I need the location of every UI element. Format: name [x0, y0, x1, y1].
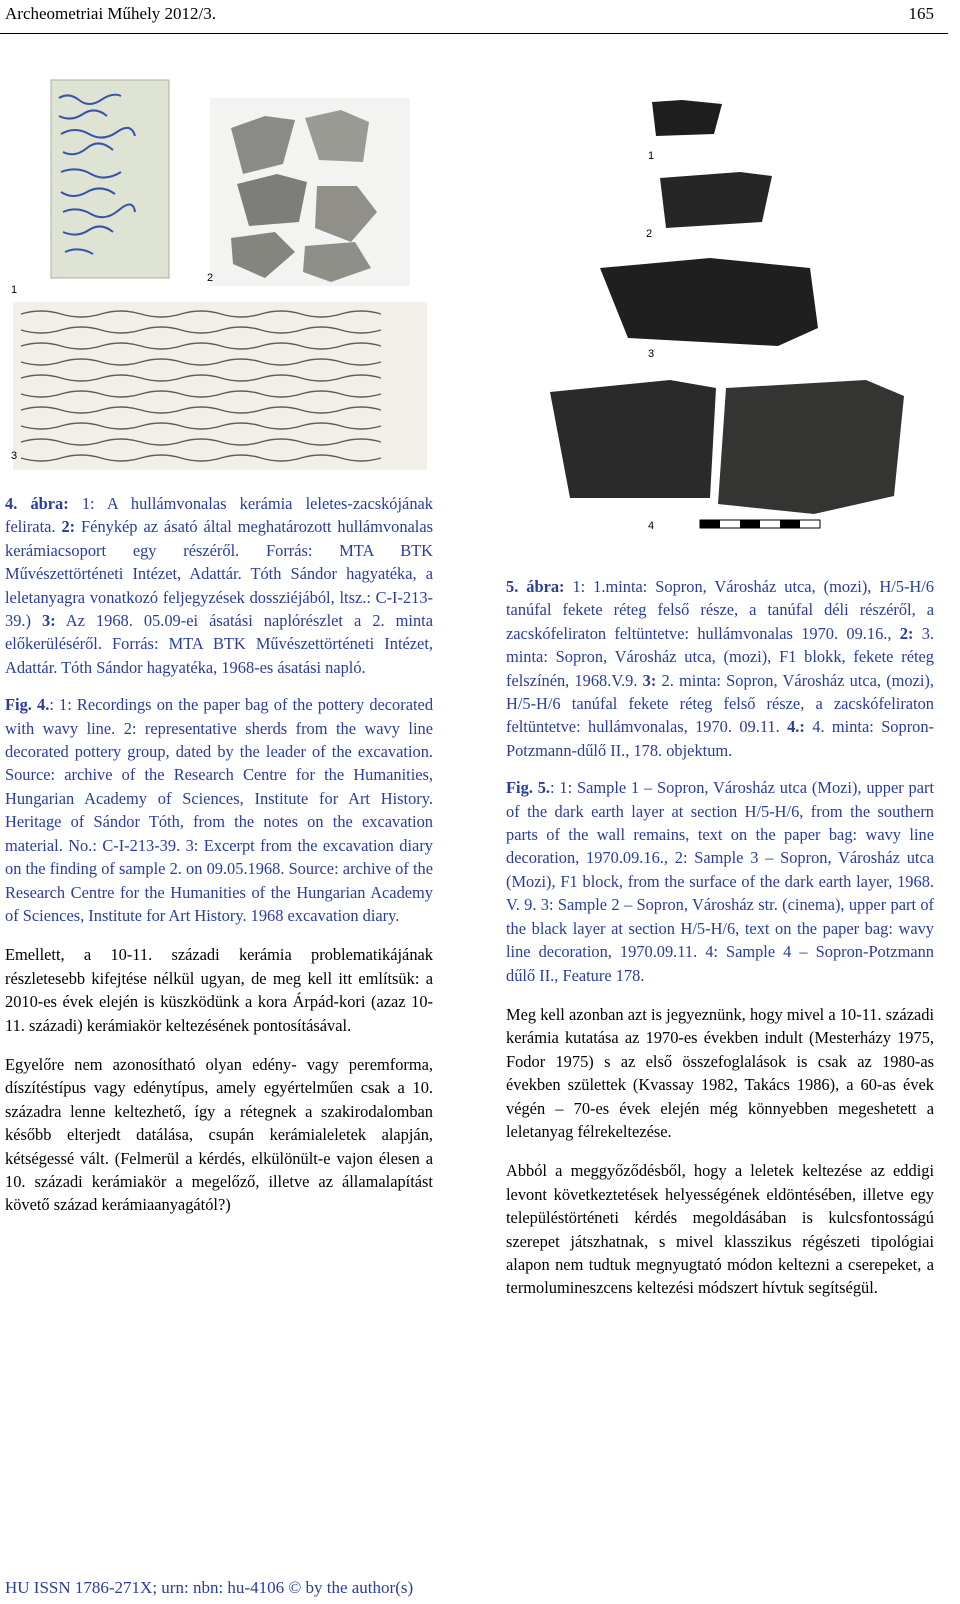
left-column: [5, 492, 433, 1217]
sherd-2: [660, 172, 772, 228]
running-header: [5, 4, 934, 30]
sherd-4a: [550, 380, 716, 498]
caption-5-hu-body4: 4. minta: Sopron-Potzmann-dűlő II., 178. objektum.: [506, 717, 935, 760]
fig5-label-4: 4: [648, 520, 655, 532]
caption-5-hu-lead: 5. ábra:: [506, 577, 565, 596]
caption-4-hu-body2: Fénykép az ásató által meghatározott hullámvonalas kerámiacsoport egy részéről. Forrás: MTA BTK Művészettörténeti Intézet, Adattár. Tóth Sándor hagyatéka, a leletanyagra vonatkozó feljegyzések dossziéjából, ltsz.: C-I-213-39.): [5, 517, 433, 631]
body-paragraph-1: Emellett, a 10-11. századi kerámia problematikájának részletesebb kifejtése nélkül ugyan, de meg kell itt említsük: a 2010-es évek elején is küszködünk a kora Árpád-kori (azaz 10-11. századi) kerámiakör keltezésének pontosításával.: [5, 945, 433, 1035]
body-paragraph-3: Meg kell azonban azt is jegyeznünk, hogy mivel a 10-11. századi kerámia kutatása az 1970-es években indult (Mesterházy 1975, Fodor 1975) s az első összefoglalások is csak az 1980-as években születtek (Kvassay 1982, Takács 1986), a 60-as évek végén – 70-es évek elején még könnyebben megeshetett a leletanyag félrekeltezése.: [506, 1004, 934, 1141]
caption-5-hu-body2: 3. minta: Sopron, Városház utca, (mozi), F1 blokk, fekete réteg felszínén, 1968.V.9.: [506, 623, 934, 690]
caption-5-hu-part3: 3:: [642, 670, 657, 690]
figure-4: [5, 76, 433, 476]
caption-4-hu-part2: 2:: [61, 517, 76, 537]
figure-5: [540, 92, 940, 552]
sherd-1: [652, 100, 722, 136]
caption-4-en-body: : 1: Recordings on the paper bag of the pottery decorated with wavy line. 2: representative sherds from the wavy line decorated pottery group, dated by the leader of the excavation. Source: archive of the Research Centre for the Humanities, Hungarian Academy of Sciences, Institute for Art History. Heritage of Sándor Tóth, from the notes on the excavation material. No.: C-I-213-39. 3: Excerpt from the excavation diary on the finding of sample 2. on 09.05.1968. Source: archive of the Research Centre for the Humanities of the Hungarian Academy of Sciences, Institute for Art History. 1968 excavation diary.: [5, 695, 434, 925]
caption-5-hu-body3: 2. minta: Sopron, Városház utca, (mozi), H/5-H/6 tanúfal fekete réteg felső része, a zacskófeliraton feltüntetve: hullámvonalas, 1970. 09.11.: [506, 670, 934, 737]
caption-4-en-lead: Fig. 4.: [5, 695, 50, 715]
caption-4-hu-body: 1: A hullámvonalas kerámia leletes-zacskójának felirata.: [5, 494, 433, 537]
figure-5-image: [540, 92, 940, 552]
fig4-label-1: 1: [11, 284, 18, 296]
paper-bag-photo: [51, 80, 169, 278]
caption-4-hu-part3: 3:: [42, 611, 56, 631]
caption-5-hu-part2: 2:: [899, 623, 914, 643]
body-paragraph-4: Abból a meggyőződésből, hogy a leletek keltezése az eddigi levont következtetések helyességének eldöntésében, illetve egy településtörténeti kérdés megoldásában is kulcsfontosságú szerepet játszhatnak, s mivel klasszikus régészeti tipológiai alapon nem tudtuk megnyugtató módon keltezni a cserepeket, a termolumineszcens keltezési módszert hívtuk segítségül.: [506, 1161, 934, 1298]
caption-5-en-lead: Fig. 5.: [506, 778, 550, 798]
caption-5-en-body: : 1: Sample 1 – Sopron, Városház utca (Mozi), upper part of the dark earth layer at section H/5-H/6, from the southern parts of the wall remains, text on the paper bag: wavy line decoration, 1970.09.16., 2: Sample 3 – Sopron, Városház utca (Mozi), F1 block, from the surface of the dark earth layer, 1968. V. 9. 3: Sample 2 – Sopron, Városház str. (cinema), upper part of the black layer at section H/5-H/6, text on the paper bag: wavy line decoration, 1970.09.11. 4: Sample 4 – Sopron-Potzmann dűlő II., Feature 178.: [506, 778, 935, 985]
header-rule: [0, 33, 948, 34]
caption-4-en: [5, 693, 433, 927]
fig5-label-3: 3: [648, 348, 655, 360]
fig4-label-3: 3: [11, 450, 18, 462]
scale-bar: [700, 520, 820, 528]
caption-4-hu-body3: Az 1968. 05.09-ei ásatási naplórészlet a 2. minta előkerüléséről. Forrás: MTA BTK Művészettörténeti Intézet, Adattár. Tóth Sándor hagyatéka, 1968-es ásatási napló.: [5, 611, 433, 677]
right-column: [506, 575, 934, 1300]
caption-4-hu: [5, 492, 433, 679]
journal-title: Archeometriai Műhely 2012/3.: [5, 4, 217, 23]
caption-5-hu-body: 1: 1.minta: Sopron, Városház utca, (mozi), H/5-H/6 tanúfal fekete réteg felső része, a tanúfal déli részéről, a zacskófeliraton feltüntetve: hullámvonalas 1970. 09.16.,: [506, 577, 934, 643]
fig4-label-2: 2: [207, 272, 214, 284]
page-number: 165: [908, 4, 934, 23]
caption-5-hu-part4: 4.:: [787, 717, 805, 737]
sherd-4b: [718, 380, 904, 514]
caption-5-hu: [506, 575, 934, 762]
fig5-label-2: 2: [646, 228, 653, 240]
issn-footer: HU ISSN 1786-271X; urn: nbn: hu-4106 © by the author(s): [5, 1578, 414, 1597]
caption-4-hu-lead: 4. ábra:: [5, 494, 69, 513]
sherd-3: [600, 258, 818, 346]
fig5-label-1: 1: [648, 150, 655, 162]
caption-5-en: [506, 776, 934, 987]
figure-4-image: [5, 76, 433, 476]
body-paragraph-2: Egyelőre nem azonosítható olyan edény- vagy peremforma, díszítéstípus vagy edénytípus, amely egyértelműen csak a 10. századra lenne keltezhető, így a rétegnek a szakirodalomban később elterjedt datálása, csupán kerámialeletek alapján, kétségessé vált. (Felmerül a kérdés, elkülönült-e vajon élesen a 10. századi kerámiakör a megelőző, illetve az államalapítást követő század kerámiaanyagától?): [5, 1054, 433, 1215]
